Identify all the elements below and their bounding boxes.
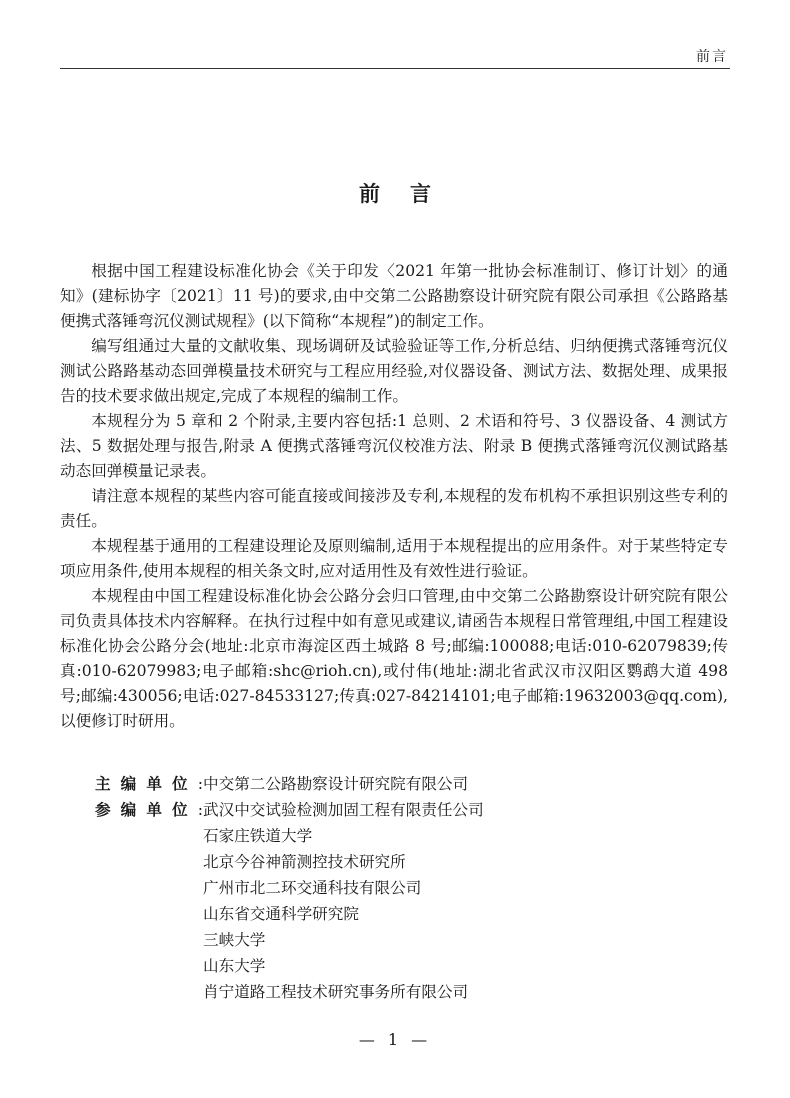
running-head: 前言: [696, 49, 728, 65]
paragraph: 编写组通过大量的文献收集、现场调研及试验验证等工作,分析总结、归纳便携式落锤弯沉仪测试公路路基动态回弹模量技术研究与工程应用经验,对仪器设备、测试方法、数据处理、成果报告的技术要求做出规定,完成了本规程的编制工作。: [60, 337, 728, 405]
participating-unit-list: [203, 797, 484, 823]
header-rule: [60, 68, 730, 69]
label-char: 主: [95, 774, 111, 793]
label-char: 编: [120, 774, 137, 793]
label-char: 单: [146, 774, 162, 793]
participating-unit: 三峡大学: [203, 931, 266, 949]
label-char: 位: [172, 800, 188, 819]
chief-editor-label: [95, 771, 203, 797]
participating-unit: 北京今谷神箭测控技术研究所: [203, 853, 406, 871]
participating-unit: 石家庄铁道大学: [203, 827, 313, 845]
paragraph: 本规程由中国工程建设标准化协会公路分会归口管理,由中交第二公路勘察设计研究院有限公司负责具体技术内容解释。在执行过程中如有意见或建议,请函告本规程日常管理组,中国工程建设标准化协会公路分会(地址:北京市海淀区西土城路 8 号;邮编:100088;电话:010-62079839;传真:010-62079983;电子邮箱:shc@rioh.cn),或付伟(地址:湖北省武汉市汉阳区鹦鹉大道 498 号;邮编:430056;电话:027-84533127;传真:027-84214101;电子邮箱:19632003@qq.com),以便修订时研用。: [60, 587, 728, 730]
body-text: [60, 259, 728, 734]
page-title: 前言: [359, 181, 461, 206]
participating-unit: 山东大学: [203, 957, 266, 975]
label-colon: :: [197, 775, 203, 793]
participating-unit: 广州市北二环交通科技有限公司: [203, 879, 422, 897]
paragraph: 根据中国工程建设标准化协会《关于印发〈2021 年第一批协会标准制订、修订计划〉的通知》(建标协字〔2021〕11 号)的要求,由中交第二公路勘察设计研究院有限公司承担《公路路基便携式落锤弯沉仪测试规程》(以下简称“本规程”)的制定工作。: [60, 262, 728, 330]
chief-editor-row: [95, 771, 484, 797]
paragraph: 本规程基于通用的工程建设理论及原则编制,适用于本规程提出的应用条件。对于某些特定专项应用条件,使用本规程的相关条文时,应对适用性及有效性进行验证。: [60, 537, 728, 580]
page-number: — 1 —: [358, 1030, 432, 1049]
paragraph: 请注意本规程的某些内容可能直接或间接涉及专利,本规程的发布机构不承担识别这些专利的责任。: [60, 487, 728, 530]
participating-editors-row: [95, 797, 484, 823]
participating-unit: 武汉中交试验检测加固工程有限责任公司: [203, 801, 484, 819]
label-char: 单: [146, 800, 162, 819]
label-char: 编: [120, 800, 137, 819]
label-char: 位: [172, 774, 188, 793]
chief-editor-unit: 中交第二公路勘察设计研究院有限公司: [203, 775, 469, 793]
label-colon: :: [197, 801, 203, 819]
participating-unit: 山东省交通科学研究院: [203, 905, 359, 923]
participating-label: [95, 797, 203, 823]
paragraph: 本规程分为 5 章和 2 个附录,主要内容包括:1 总则、2 术语和符号、3 仪器设备、4 测试方法、5 数据处理与报告,附录 A 便携式落锤弯沉仪校准方法、附录 B 便携式落锤弯沉仪测试路基动态回弹模量记录表。: [60, 412, 728, 480]
participating-unit: 肖宁道路工程技术研究事务所有限公司: [203, 983, 469, 1001]
label-char: 参: [95, 800, 111, 819]
editing-units: [95, 771, 484, 1005]
